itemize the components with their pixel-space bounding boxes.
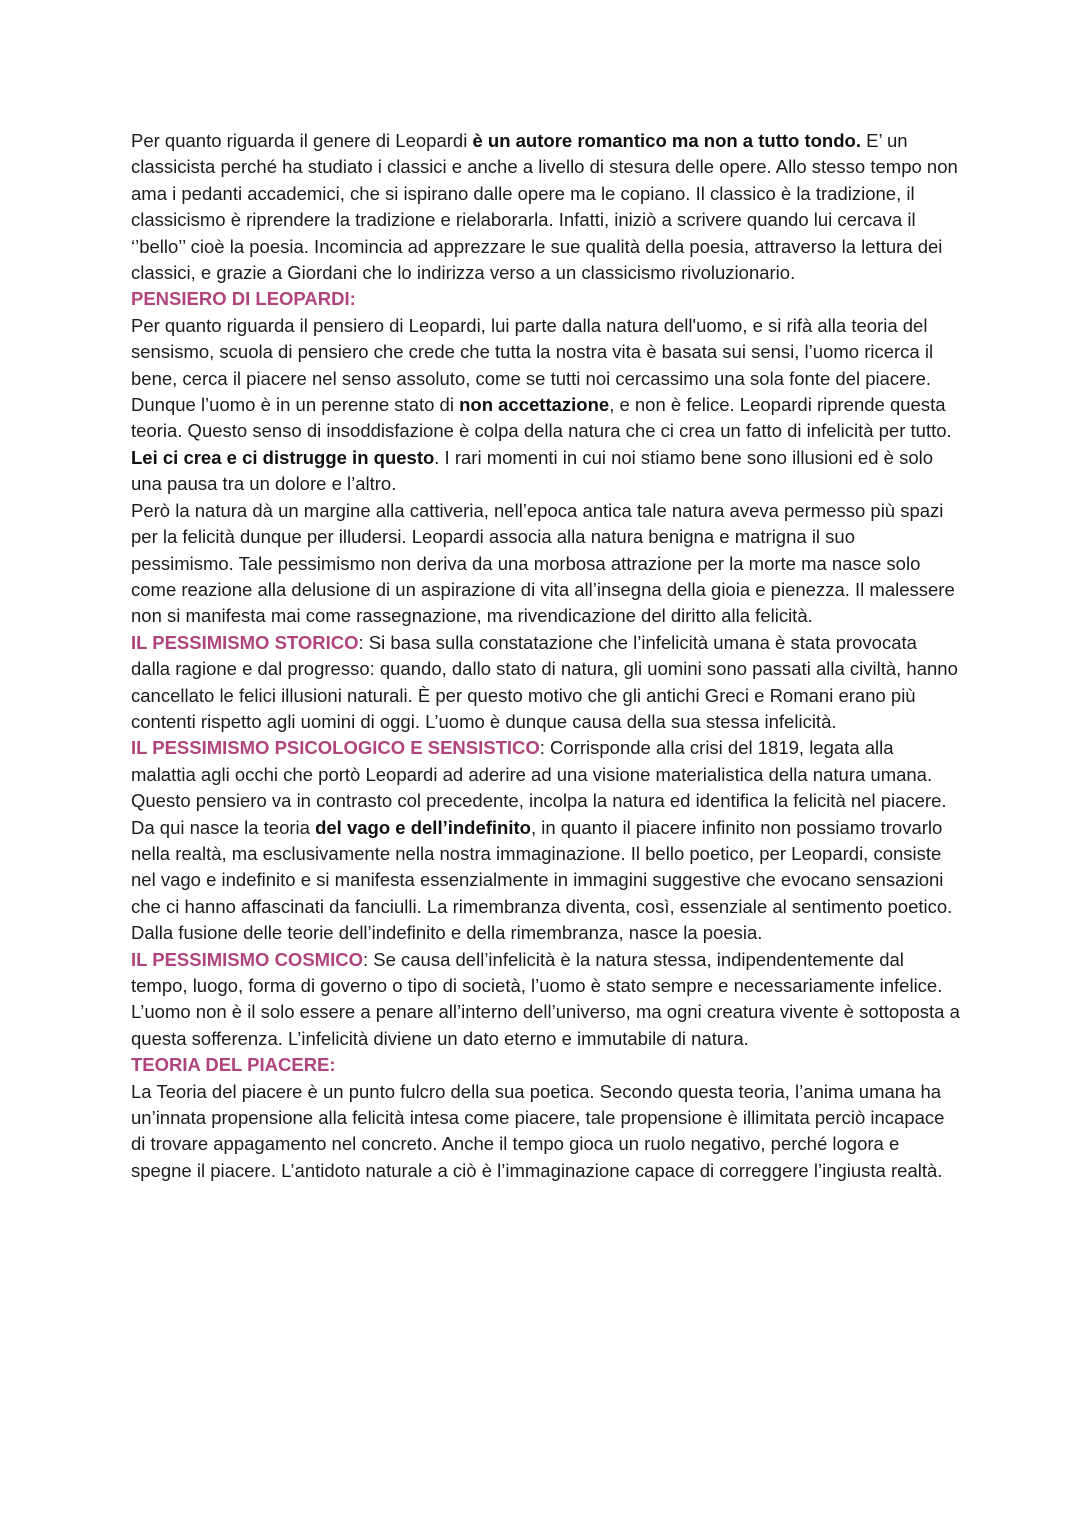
cosmico-text: : Se causa dell’infelicità è la natura stessa, indipendentemente dal tempo, luogo, forma di governo o tipo di società, l’uomo è stato sempre e necessariamente infelice. L’uomo non è il solo essere a penare all’interno dell’universo, ma ogni creatura vivente è sottoposta a questa sofferenza. L’infelicità diviene un dato eterno e immutabile di natura. <box>131 948 960 1049</box>
pensiero-text-continued: , e non è felice. Leopardi riprende questa teoria. Questo senso di insoddisfazione è colpa della natura che ci crea un fatto di infelicità per tutto. <box>131 394 952 442</box>
section-heading-psicologico: IL PESSIMISMO PSICOLOGICO E SENSISTICO <box>131 737 540 759</box>
storico-text: : Si basa sulla constatazione che l’infelicità umana è stata provocata dalla ragione e dal progresso: quando, dallo stato di natura, gli uomini sono passati alla civiltà, hanno cancellato le felici illusioni naturali. È per questo motivo che gli antichi Greci e Romani erano più contenti rispetto agli uomini di oggi. L’uomo è dunque causa della sua stessa infelicità. <box>131 631 958 732</box>
pensiero-text: Dunque l’uomo è in un perenne stato di <box>131 394 460 416</box>
vago-text-continued: , in quanto il piacere infinito non possiamo trovarlo nella realtà, ma esclusivamente nella nostra immaginazione. Il bello poetico, per Leopardi, consiste nel vago e indefinito e si manifesta essenzialmente in immagini suggestive che evocano sensazioni che ci hanno affascinati da fanciulli. La rimembranza diventa, così, essenziale al sentimento poetico. Dalla fusione delle teorie dell’indefinito e della rimembranza, nasce la poesia. <box>131 816 953 944</box>
vago-paragraph <box>131 815 961 947</box>
intro-text-continued: E’ un classicista perché ha studiato i classici e anche a livello di stesura delle opere. Allo stesso tempo non ama i pedanti accademici, che si ispirano dalle opere ma le copiano. Il classico è la tradizione, il classicismo è riprendere la tradizione e rielaborarla. Infatti, iniziò a scrivere quando lui cercava il ‘’bello’’ cioè la poesia. Incomincia ad apprezzare le sue qualità della poesia, attraverso la lettura dei classici, e grazie a Giordani che lo indirizza verso a un classicismo rivoluzionario. <box>131 130 958 284</box>
section-heading-storico: IL PESSIMISMO STORICO <box>131 631 359 653</box>
bold-non-accettazione: non accettazione <box>459 394 610 416</box>
pensiero-paragraph-3: Però la natura dà un margine alla cattiveria, nell’epoca antica tale natura aveva permesso più spazi per la felicità dunque per illudersi. Leopardi associa alla natura benigna e matrigna il suo pessimismo. Tale pessimismo non deriva da una morbosa attrazione per la morte ma nasce solo come reazione alla delusione di un aspirazione di vita all’insegna della gioia e pienezza. Il malessere non si manifesta mai come rassegnazione, ma rivendicazione del diritto alla felicità. <box>131 499 955 627</box>
cosmico-paragraph <box>131 947 961 1053</box>
intro-text: Per quanto riguarda il genere di Leopardi <box>131 130 473 151</box>
bold-lei-ci-crea: Lei ci crea e ci distrugge in questo <box>131 446 435 468</box>
vago-text: Da qui nasce la teoria <box>131 816 316 838</box>
psicologico-paragraph <box>131 735 961 814</box>
section-heading-pensiero: PENSIERO DI LEOPARDI: <box>131 288 356 310</box>
document-page <box>131 128 961 1184</box>
storico-paragraph <box>131 630 961 736</box>
section-heading-piacere: TEORIA DEL PIACERE: <box>131 1054 336 1076</box>
intro-bold-phrase: è un autore romantico ma non a tutto tondo. <box>472 130 861 151</box>
psicologico-text: : Corrisponde alla crisi del 1819, legata alla malattia agli occhi che portò Leopardi ad aderire ad una visione materialistica della natura umana. Questo pensiero va in contrasto col precedente, incolpa la natura ed identifica la felicità nel piacere. <box>131 737 947 812</box>
pensiero-paragraph-1: Per quanto riguarda il pensiero di Leopardi, lui parte dalla natura dell'uomo, e si rifà alla teoria del sensismo, scuola di pensiero che crede che tutta la nostra vita è basata sui sensi, l’uomo ricerca il bene, cerca il piacere nel senso assoluto, come se tutti noi cercassimo una sola fonte del piacere. <box>131 314 934 389</box>
pensiero-text-end: . I rari momenti in cui noi stiamo bene sono illusioni ed è solo una pausa tra un dolore e l’altro. <box>131 446 934 495</box>
pensiero-paragraph-2 <box>131 392 961 498</box>
bold-vago-indefinito: del vago e dell’indefinito <box>315 816 531 838</box>
piacere-paragraph: La Teoria del piacere è un punto fulcro della sua poetica. Secondo questa teoria, l’anima umana ha un’innata propensione alla felicità intesa come piacere, tale propensione è illimitata perciò incapace di trovare appagamento nel concreto. Anche il tempo gioca un ruolo negativo, perché logora e spegne il piacere. L’antidoto naturale a ciò è l’immaginazione capace di correggere l’ingiusta realtà. <box>131 1080 945 1181</box>
intro-paragraph <box>131 128 961 286</box>
section-heading-cosmico: IL PESSIMISMO COSMICO <box>131 948 363 970</box>
